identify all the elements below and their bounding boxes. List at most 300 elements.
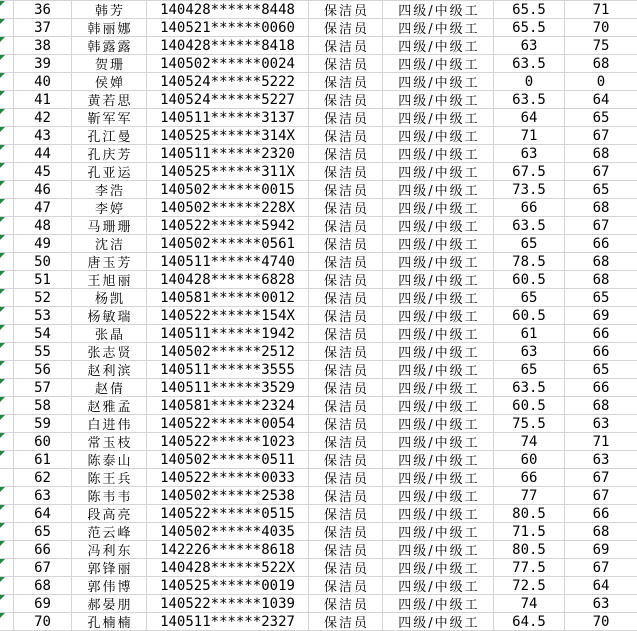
name-cell[interactable]: 陈韦韦 bbox=[72, 487, 147, 505]
table-row bbox=[0, 73, 637, 91]
score1-cell[interactable]: 71 bbox=[494, 127, 565, 145]
id-number-cell[interactable]: 140522******0033 bbox=[147, 469, 309, 487]
error-indicator-cell[interactable] bbox=[0, 73, 14, 91]
job-title-cell[interactable]: 保洁员 bbox=[309, 325, 383, 343]
name-cell[interactable]: 冯利东 bbox=[72, 541, 147, 559]
score1-cell[interactable]: 60.5 bbox=[494, 271, 565, 289]
row-number-cell[interactable]: 61 bbox=[14, 451, 72, 469]
table-row bbox=[0, 91, 637, 109]
score1-cell[interactable]: 65 bbox=[494, 235, 565, 253]
row-number-cell[interactable]: 53 bbox=[14, 307, 72, 325]
score2-cell[interactable]: 63 bbox=[565, 415, 637, 433]
score2-cell[interactable]: 69 bbox=[565, 541, 637, 559]
row-number-cell[interactable]: 64 bbox=[14, 505, 72, 523]
score2-cell[interactable]: 67 bbox=[565, 469, 637, 487]
name-cell[interactable]: 贺珊 bbox=[72, 55, 147, 73]
error-indicator-cell[interactable] bbox=[0, 235, 14, 253]
name-cell[interactable]: 王旭丽 bbox=[72, 271, 147, 289]
job-title-cell[interactable]: 保洁员 bbox=[309, 343, 383, 361]
skill-level-cell[interactable]: 四级/中级工 bbox=[383, 325, 494, 343]
error-indicator-cell[interactable] bbox=[0, 199, 14, 217]
id-number-cell[interactable]: 142226******8618 bbox=[147, 541, 309, 559]
error-indicator-cell[interactable] bbox=[0, 127, 14, 145]
job-title-cell[interactable]: 保洁员 bbox=[309, 199, 383, 217]
row-number-cell[interactable]: 40 bbox=[14, 73, 72, 91]
skill-level-cell[interactable]: 四级/中级工 bbox=[383, 91, 494, 109]
name-cell[interactable]: 沈洁 bbox=[72, 235, 147, 253]
skill-level-cell[interactable]: 四级/中级工 bbox=[383, 1, 494, 19]
score1-cell[interactable]: 63.5 bbox=[494, 55, 565, 73]
score2-cell[interactable]: 68 bbox=[565, 271, 637, 289]
score2-cell[interactable]: 75 bbox=[565, 37, 637, 55]
id-number-cell[interactable]: 140525******311X bbox=[147, 163, 309, 181]
name-cell[interactable]: 杨凯 bbox=[72, 289, 147, 307]
error-indicator-cell[interactable] bbox=[0, 397, 14, 415]
table-row bbox=[0, 145, 637, 163]
skill-level-cell[interactable]: 四级/中级工 bbox=[383, 577, 494, 595]
score2-cell[interactable]: 68 bbox=[565, 397, 637, 415]
id-number-cell[interactable]: 140522******5942 bbox=[147, 217, 309, 235]
error-indicator-cell[interactable] bbox=[0, 595, 14, 613]
score1-cell[interactable]: 67.5 bbox=[494, 163, 565, 181]
job-title-cell[interactable]: 保洁员 bbox=[309, 217, 383, 235]
job-title-cell[interactable]: 保洁员 bbox=[309, 37, 383, 55]
id-number-cell[interactable]: 140524******5227 bbox=[147, 91, 309, 109]
error-indicator-icon bbox=[0, 307, 5, 312]
row-number-cell[interactable]: 62 bbox=[14, 469, 72, 487]
name-cell[interactable]: 孔楠楠 bbox=[72, 613, 147, 631]
error-indicator-icon bbox=[0, 289, 5, 294]
score1-cell[interactable]: 75.5 bbox=[494, 415, 565, 433]
row-number-cell[interactable]: 67 bbox=[14, 559, 72, 577]
table-row bbox=[0, 235, 637, 253]
score1-cell[interactable]: 64.5 bbox=[494, 613, 565, 631]
id-number-cell[interactable]: 140502******0015 bbox=[147, 181, 309, 199]
score1-cell[interactable]: 63.5 bbox=[494, 217, 565, 235]
score1-cell[interactable]: 65.5 bbox=[494, 1, 565, 19]
row-number-cell[interactable]: 65 bbox=[14, 523, 72, 541]
name-cell[interactable]: 靳军军 bbox=[72, 109, 147, 127]
row-number-cell[interactable]: 60 bbox=[14, 433, 72, 451]
job-title-cell[interactable]: 保洁员 bbox=[309, 451, 383, 469]
id-number-cell[interactable]: 140502******2538 bbox=[147, 487, 309, 505]
error-indicator-cell[interactable] bbox=[0, 91, 14, 109]
score2-cell[interactable]: 67 bbox=[565, 217, 637, 235]
job-title-cell[interactable]: 保洁员 bbox=[309, 487, 383, 505]
id-number-cell[interactable]: 140522******154X bbox=[147, 307, 309, 325]
score1-cell[interactable]: 0 bbox=[494, 73, 565, 91]
error-indicator-cell[interactable] bbox=[0, 1, 14, 19]
skill-level-cell[interactable]: 四级/中级工 bbox=[383, 559, 494, 577]
score2-cell[interactable]: 64 bbox=[565, 91, 637, 109]
score1-cell[interactable]: 61 bbox=[494, 325, 565, 343]
job-title-cell[interactable]: 保洁员 bbox=[309, 55, 383, 73]
skill-level-cell[interactable]: 四级/中级工 bbox=[383, 127, 494, 145]
skill-level-cell[interactable]: 四级/中级工 bbox=[383, 451, 494, 469]
id-number-cell[interactable]: 140511******1942 bbox=[147, 325, 309, 343]
error-indicator-cell[interactable] bbox=[0, 433, 14, 451]
score1-cell[interactable]: 65 bbox=[494, 361, 565, 379]
row-number-cell[interactable]: 46 bbox=[14, 181, 72, 199]
error-indicator-cell[interactable] bbox=[0, 163, 14, 181]
row-number-cell[interactable]: 68 bbox=[14, 577, 72, 595]
skill-level-cell[interactable]: 四级/中级工 bbox=[383, 163, 494, 181]
score1-cell[interactable]: 60.5 bbox=[494, 397, 565, 415]
row-number-cell[interactable]: 57 bbox=[14, 379, 72, 397]
id-number-cell[interactable]: 140502******228X bbox=[147, 199, 309, 217]
skill-level-cell[interactable]: 四级/中级工 bbox=[383, 37, 494, 55]
skill-level-cell[interactable]: 四级/中级工 bbox=[383, 613, 494, 631]
score2-cell[interactable]: 0 bbox=[565, 73, 637, 91]
score1-cell[interactable]: 60.5 bbox=[494, 307, 565, 325]
score2-cell[interactable]: 67 bbox=[565, 127, 637, 145]
score2-cell[interactable]: 66 bbox=[565, 325, 637, 343]
name-cell[interactable]: 李婷 bbox=[72, 199, 147, 217]
score1-cell[interactable]: 78.5 bbox=[494, 253, 565, 271]
score2-cell[interactable]: 68 bbox=[565, 199, 637, 217]
table-row bbox=[0, 55, 637, 73]
skill-level-cell[interactable]: 四级/中级工 bbox=[383, 55, 494, 73]
job-title-cell[interactable]: 保洁员 bbox=[309, 307, 383, 325]
row-number-cell[interactable]: 56 bbox=[14, 361, 72, 379]
job-title-cell[interactable]: 保洁员 bbox=[309, 1, 383, 19]
score1-cell[interactable]: 66 bbox=[494, 199, 565, 217]
id-number-cell[interactable]: 140524******5222 bbox=[147, 73, 309, 91]
id-number-cell[interactable]: 140522******0515 bbox=[147, 505, 309, 523]
score1-cell[interactable]: 71.5 bbox=[494, 523, 565, 541]
id-number-cell[interactable]: 140428******8418 bbox=[147, 37, 309, 55]
id-number-cell[interactable]: 140581******0012 bbox=[147, 289, 309, 307]
error-indicator-cell[interactable] bbox=[0, 37, 14, 55]
row-number-cell[interactable]: 51 bbox=[14, 271, 72, 289]
table-row bbox=[0, 523, 637, 541]
error-indicator-cell[interactable] bbox=[0, 577, 14, 595]
row-number-cell[interactable]: 36 bbox=[14, 1, 72, 19]
score2-cell[interactable]: 65 bbox=[565, 361, 637, 379]
skill-level-cell[interactable]: 四级/中级工 bbox=[383, 433, 494, 451]
error-indicator-cell[interactable] bbox=[0, 559, 14, 577]
job-title-cell[interactable]: 保洁员 bbox=[309, 91, 383, 109]
job-title-cell[interactable]: 保洁员 bbox=[309, 397, 383, 415]
id-number-cell[interactable]: 140428******6828 bbox=[147, 271, 309, 289]
row-number-cell[interactable]: 43 bbox=[14, 127, 72, 145]
job-title-cell[interactable]: 保洁员 bbox=[309, 73, 383, 91]
name-cell[interactable]: 杨敏瑞 bbox=[72, 307, 147, 325]
skill-level-cell[interactable]: 四级/中级工 bbox=[383, 19, 494, 37]
job-title-cell[interactable]: 保洁员 bbox=[309, 415, 383, 433]
job-title-cell[interactable]: 保洁员 bbox=[309, 163, 383, 181]
score2-cell[interactable]: 64 bbox=[565, 577, 637, 595]
row-number-cell[interactable]: 42 bbox=[14, 109, 72, 127]
id-number-cell[interactable]: 140511******3555 bbox=[147, 361, 309, 379]
row-number-cell[interactable]: 59 bbox=[14, 415, 72, 433]
error-indicator-cell[interactable] bbox=[0, 307, 14, 325]
score1-cell[interactable]: 72.5 bbox=[494, 577, 565, 595]
name-cell[interactable]: 唐玉芳 bbox=[72, 253, 147, 271]
error-indicator-icon bbox=[0, 1, 5, 6]
id-number-cell[interactable]: 140522******0054 bbox=[147, 415, 309, 433]
name-cell[interactable]: 郝晏朋 bbox=[72, 595, 147, 613]
id-number-cell[interactable]: 140502******0561 bbox=[147, 235, 309, 253]
name-cell[interactable]: 常玉枝 bbox=[72, 433, 147, 451]
skill-level-cell[interactable]: 四级/中级工 bbox=[383, 271, 494, 289]
name-cell[interactable]: 马珊珊 bbox=[72, 217, 147, 235]
error-indicator-cell[interactable] bbox=[0, 469, 14, 487]
skill-level-cell[interactable]: 四级/中级工 bbox=[383, 415, 494, 433]
id-number-cell[interactable]: 140521******0060 bbox=[147, 19, 309, 37]
score2-cell[interactable]: 66 bbox=[565, 505, 637, 523]
job-title-cell[interactable]: 保洁员 bbox=[309, 469, 383, 487]
row-number-cell[interactable]: 55 bbox=[14, 343, 72, 361]
row-number-cell[interactable]: 66 bbox=[14, 541, 72, 559]
row-number-cell[interactable]: 70 bbox=[14, 613, 72, 631]
name-cell[interactable]: 郭伟博 bbox=[72, 577, 147, 595]
error-indicator-icon bbox=[0, 271, 5, 276]
score2-cell[interactable]: 65 bbox=[565, 181, 637, 199]
score2-cell[interactable]: 68 bbox=[565, 523, 637, 541]
score2-cell[interactable]: 66 bbox=[565, 235, 637, 253]
score2-cell[interactable]: 68 bbox=[565, 253, 637, 271]
row-number-cell[interactable]: 38 bbox=[14, 37, 72, 55]
id-number-cell[interactable]: 140511******4740 bbox=[147, 253, 309, 271]
job-title-cell[interactable]: 保洁员 bbox=[309, 127, 383, 145]
error-indicator-cell[interactable] bbox=[0, 379, 14, 397]
name-cell[interactable]: 孔亚运 bbox=[72, 163, 147, 181]
score2-cell[interactable]: 70 bbox=[565, 19, 637, 37]
error-indicator-icon bbox=[0, 595, 5, 600]
score1-cell[interactable]: 66 bbox=[494, 469, 565, 487]
name-cell[interactable]: 孔江曼 bbox=[72, 127, 147, 145]
error-indicator-cell[interactable] bbox=[0, 343, 14, 361]
skill-level-cell[interactable]: 四级/中级工 bbox=[383, 235, 494, 253]
skill-level-cell[interactable]: 四级/中级工 bbox=[383, 505, 494, 523]
id-number-cell[interactable]: 140502******0024 bbox=[147, 55, 309, 73]
score2-cell[interactable]: 65 bbox=[565, 109, 637, 127]
table-row bbox=[0, 379, 637, 397]
skill-level-cell[interactable]: 四级/中级工 bbox=[383, 217, 494, 235]
name-cell[interactable]: 白进伟 bbox=[72, 415, 147, 433]
score1-cell[interactable]: 63.5 bbox=[494, 91, 565, 109]
job-title-cell[interactable]: 保洁员 bbox=[309, 145, 383, 163]
skill-level-cell[interactable]: 四级/中级工 bbox=[383, 397, 494, 415]
error-indicator-cell[interactable] bbox=[0, 523, 14, 541]
score1-cell[interactable]: 74 bbox=[494, 595, 565, 613]
error-indicator-cell[interactable] bbox=[0, 451, 14, 469]
job-title-cell[interactable]: 保洁员 bbox=[309, 181, 383, 199]
error-indicator-cell[interactable] bbox=[0, 487, 14, 505]
name-cell[interactable]: 李浩 bbox=[72, 181, 147, 199]
score1-cell[interactable]: 65.5 bbox=[494, 19, 565, 37]
score2-cell[interactable]: 66 bbox=[565, 343, 637, 361]
score2-cell[interactable]: 63 bbox=[565, 451, 637, 469]
row-number-cell[interactable]: 58 bbox=[14, 397, 72, 415]
skill-level-cell[interactable]: 四级/中级工 bbox=[383, 73, 494, 91]
name-cell[interactable]: 陈王兵 bbox=[72, 469, 147, 487]
table-row bbox=[0, 181, 637, 199]
row-number-cell[interactable]: 47 bbox=[14, 199, 72, 217]
score2-cell[interactable]: 67 bbox=[565, 559, 637, 577]
table-row bbox=[0, 469, 637, 487]
job-title-cell[interactable]: 保洁员 bbox=[309, 523, 383, 541]
name-cell[interactable]: 张志贤 bbox=[72, 343, 147, 361]
id-number-cell[interactable]: 140511******3529 bbox=[147, 379, 309, 397]
error-indicator-icon bbox=[0, 55, 5, 60]
job-title-cell[interactable]: 保洁员 bbox=[309, 235, 383, 253]
id-number-cell[interactable]: 140581******2324 bbox=[147, 397, 309, 415]
skill-level-cell[interactable]: 四级/中级工 bbox=[383, 199, 494, 217]
skill-level-cell[interactable]: 四级/中级工 bbox=[383, 379, 494, 397]
row-number-cell[interactable]: 37 bbox=[14, 19, 72, 37]
job-title-cell[interactable]: 保洁员 bbox=[309, 253, 383, 271]
skill-level-cell[interactable]: 四级/中级工 bbox=[383, 595, 494, 613]
id-number-cell[interactable]: 140511******2320 bbox=[147, 145, 309, 163]
id-number-cell[interactable]: 140511******2327 bbox=[147, 613, 309, 631]
row-number-cell[interactable]: 39 bbox=[14, 55, 72, 73]
job-title-cell[interactable]: 保洁员 bbox=[309, 559, 383, 577]
id-number-cell[interactable]: 140525******0019 bbox=[147, 577, 309, 595]
name-cell[interactable]: 韩芳 bbox=[72, 1, 147, 19]
error-indicator-cell[interactable] bbox=[0, 505, 14, 523]
score2-cell[interactable]: 69 bbox=[565, 307, 637, 325]
skill-level-cell[interactable]: 四级/中级工 bbox=[383, 145, 494, 163]
skill-level-cell[interactable]: 四级/中级工 bbox=[383, 253, 494, 271]
job-title-cell[interactable]: 保洁员 bbox=[309, 19, 383, 37]
id-number-cell[interactable]: 140502******2512 bbox=[147, 343, 309, 361]
error-indicator-cell[interactable] bbox=[0, 55, 14, 73]
score1-cell[interactable]: 63 bbox=[494, 145, 565, 163]
score1-cell[interactable]: 63 bbox=[494, 37, 565, 55]
skill-level-cell[interactable]: 四级/中级工 bbox=[383, 469, 494, 487]
id-number-cell[interactable]: 140428******8448 bbox=[147, 1, 309, 19]
score2-cell[interactable]: 71 bbox=[565, 433, 637, 451]
id-number-cell[interactable]: 140525******314X bbox=[147, 127, 309, 145]
name-cell[interactable]: 黄若思 bbox=[72, 91, 147, 109]
name-cell[interactable]: 范云峰 bbox=[72, 523, 147, 541]
job-title-cell[interactable]: 保洁员 bbox=[309, 433, 383, 451]
job-title-cell[interactable]: 保洁员 bbox=[309, 613, 383, 631]
score1-cell[interactable]: 80.5 bbox=[494, 505, 565, 523]
id-number-cell[interactable]: 140502******0511 bbox=[147, 451, 309, 469]
score1-cell[interactable]: 77.5 bbox=[494, 559, 565, 577]
name-cell[interactable]: 赵倩 bbox=[72, 379, 147, 397]
error-indicator-cell[interactable] bbox=[0, 19, 14, 37]
id-number-cell[interactable]: 140522******1039 bbox=[147, 595, 309, 613]
score1-cell[interactable]: 63 bbox=[494, 343, 565, 361]
row-number-cell[interactable]: 44 bbox=[14, 145, 72, 163]
id-number-cell[interactable]: 140502******4035 bbox=[147, 523, 309, 541]
error-indicator-cell[interactable] bbox=[0, 271, 14, 289]
score2-cell[interactable]: 70 bbox=[565, 613, 637, 631]
job-title-cell[interactable]: 保洁员 bbox=[309, 595, 383, 613]
error-indicator-cell[interactable] bbox=[0, 325, 14, 343]
score2-cell[interactable]: 63 bbox=[565, 595, 637, 613]
table-row bbox=[0, 415, 637, 433]
score1-cell[interactable]: 65 bbox=[494, 289, 565, 307]
row-number-cell[interactable]: 41 bbox=[14, 91, 72, 109]
error-indicator-cell[interactable] bbox=[0, 253, 14, 271]
name-cell[interactable]: 张晶 bbox=[72, 325, 147, 343]
error-indicator-cell[interactable] bbox=[0, 217, 14, 235]
error-indicator-cell[interactable] bbox=[0, 613, 14, 631]
name-cell[interactable]: 陈泰山 bbox=[72, 451, 147, 469]
job-title-cell[interactable]: 保洁员 bbox=[309, 361, 383, 379]
error-indicator-cell[interactable] bbox=[0, 109, 14, 127]
job-title-cell[interactable]: 保洁员 bbox=[309, 271, 383, 289]
score1-cell[interactable]: 60 bbox=[494, 451, 565, 469]
skill-level-cell[interactable]: 四级/中级工 bbox=[383, 523, 494, 541]
name-cell[interactable]: 赵雅孟 bbox=[72, 397, 147, 415]
score2-cell[interactable]: 65 bbox=[565, 289, 637, 307]
error-indicator-cell[interactable] bbox=[0, 289, 14, 307]
score2-cell[interactable]: 67 bbox=[565, 487, 637, 505]
job-title-cell[interactable]: 保洁员 bbox=[309, 505, 383, 523]
table-row bbox=[0, 559, 637, 577]
job-title-cell[interactable]: 保洁员 bbox=[309, 541, 383, 559]
error-indicator-icon bbox=[0, 361, 5, 366]
score1-cell[interactable]: 74 bbox=[494, 433, 565, 451]
error-indicator-cell[interactable] bbox=[0, 181, 14, 199]
row-number-cell[interactable]: 52 bbox=[14, 289, 72, 307]
name-cell[interactable]: 段高亮 bbox=[72, 505, 147, 523]
name-cell[interactable]: 韩丽娜 bbox=[72, 19, 147, 37]
job-title-cell[interactable]: 保洁员 bbox=[309, 109, 383, 127]
score2-cell[interactable]: 66 bbox=[565, 379, 637, 397]
score1-cell[interactable]: 73.5 bbox=[494, 181, 565, 199]
skill-level-cell[interactable]: 四级/中级工 bbox=[383, 109, 494, 127]
id-number-cell[interactable]: 140428******522X bbox=[147, 559, 309, 577]
row-number-cell[interactable]: 48 bbox=[14, 217, 72, 235]
name-cell[interactable]: 孔庆芳 bbox=[72, 145, 147, 163]
skill-level-cell[interactable]: 四级/中级工 bbox=[383, 289, 494, 307]
score1-cell[interactable]: 80.5 bbox=[494, 541, 565, 559]
name-cell[interactable]: 郭锋丽 bbox=[72, 559, 147, 577]
id-number-cell[interactable]: 140522******1023 bbox=[147, 433, 309, 451]
score2-cell[interactable]: 68 bbox=[565, 55, 637, 73]
score2-cell[interactable]: 67 bbox=[565, 163, 637, 181]
row-number-cell[interactable]: 49 bbox=[14, 235, 72, 253]
row-number-cell[interactable]: 54 bbox=[14, 325, 72, 343]
skill-level-cell[interactable]: 四级/中级工 bbox=[383, 487, 494, 505]
error-indicator-icon bbox=[0, 181, 5, 186]
job-title-cell[interactable]: 保洁员 bbox=[309, 577, 383, 595]
score2-cell[interactable]: 68 bbox=[565, 145, 637, 163]
score1-cell[interactable]: 63.5 bbox=[494, 379, 565, 397]
job-title-cell[interactable]: 保洁员 bbox=[309, 289, 383, 307]
error-indicator-cell[interactable] bbox=[0, 541, 14, 559]
name-cell[interactable]: 韩露露 bbox=[72, 37, 147, 55]
error-indicator-cell[interactable] bbox=[0, 415, 14, 433]
name-cell[interactable]: 赵利滨 bbox=[72, 361, 147, 379]
row-number-cell[interactable]: 45 bbox=[14, 163, 72, 181]
row-number-cell[interactable]: 50 bbox=[14, 253, 72, 271]
id-number-cell[interactable]: 140511******3137 bbox=[147, 109, 309, 127]
error-indicator-cell[interactable] bbox=[0, 361, 14, 379]
skill-level-cell[interactable]: 四级/中级工 bbox=[383, 361, 494, 379]
skill-level-cell[interactable]: 四级/中级工 bbox=[383, 541, 494, 559]
score1-cell[interactable]: 77 bbox=[494, 487, 565, 505]
name-cell[interactable]: 侯婵 bbox=[72, 73, 147, 91]
skill-level-cell[interactable]: 四级/中级工 bbox=[383, 181, 494, 199]
skill-level-cell[interactable]: 四级/中级工 bbox=[383, 343, 494, 361]
table-row bbox=[0, 361, 637, 379]
score1-cell[interactable]: 64 bbox=[494, 109, 565, 127]
row-number-cell[interactable]: 69 bbox=[14, 595, 72, 613]
row-number-cell[interactable]: 63 bbox=[14, 487, 72, 505]
error-indicator-cell[interactable] bbox=[0, 145, 14, 163]
job-title-cell[interactable]: 保洁员 bbox=[309, 379, 383, 397]
skill-level-cell[interactable]: 四级/中级工 bbox=[383, 307, 494, 325]
score2-cell[interactable]: 71 bbox=[565, 1, 637, 19]
